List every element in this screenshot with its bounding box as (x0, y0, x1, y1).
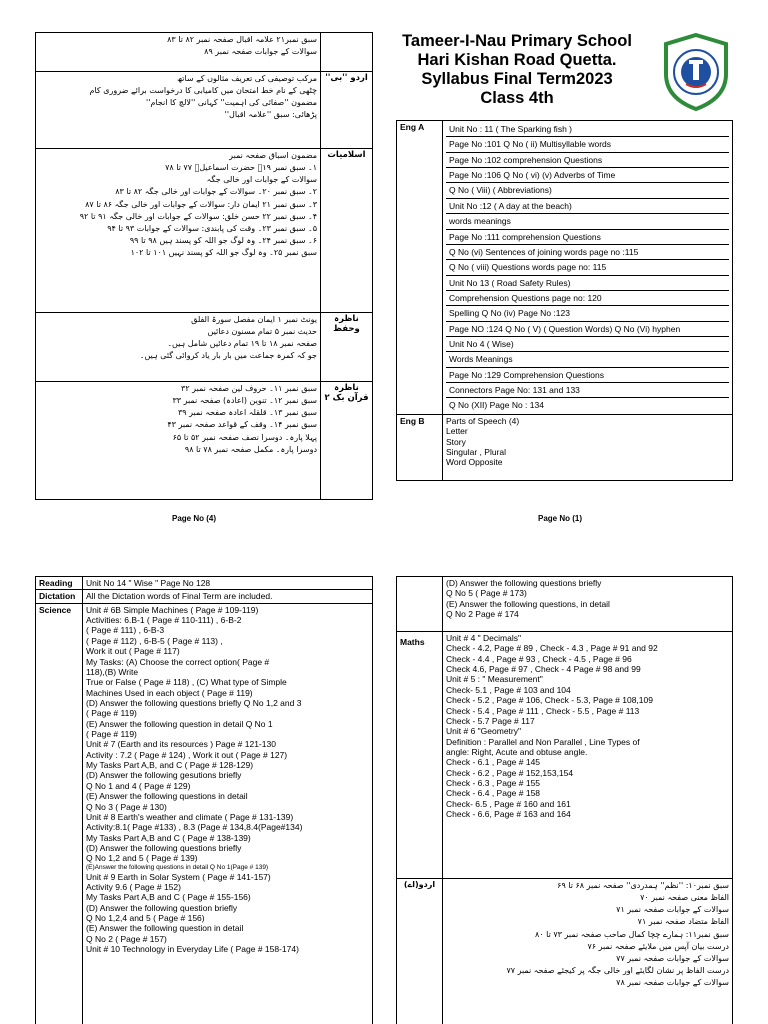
urdu-line: ۲۔ سبق نمبر ۲۰۔ سوالات کے جوابات اور خالی جگہ ۸۲ تا ۸۳ (115, 187, 317, 197)
syllabus-line: Page No :106 Q No ( vi) (v) Adverbs of Time (446, 168, 729, 183)
syllabus-line: Check- 6.5 , Page # 160 and 161 (446, 798, 571, 809)
syllabus-line: My Tasks Part A,B and C ( Page # 155-156) (86, 892, 251, 903)
syllabus-line: Check - 5.4 , Page # 111 , Check - 5.5 , Page # 113 (446, 705, 640, 716)
page-1-table (396, 120, 733, 481)
syllabus-line: Check - 6.2 , Page # 152,153,154 (446, 767, 574, 778)
syllabus-line: Page No :102 comprehension Questions (446, 153, 729, 168)
syllabus-line: Activities: 6.B-1 ( Page # 110-111) , 6-B-2 (86, 615, 242, 626)
islamiat-content (36, 149, 321, 313)
syllabus-line: Unit No : 11 ( The Sparking fish ) (446, 122, 729, 137)
urdu-line: چٹھی کے نام خط امتحان میں کامیابی کا درخواست برائے ضروری کام (89, 86, 317, 96)
syllabus-line: Q No ( viii) Questions words page no: 115 (446, 260, 729, 275)
urdu-line: سبق نمبر۱۱: ہمارے چچا کمال صاحب صفحہ نمبر ۷۳ تا ۸۰ (535, 929, 729, 939)
dictation-row (36, 590, 373, 603)
syllabus-line: Connectors Page No: 131 and 133 (446, 383, 729, 398)
syllabus-line: Unit No :12 ( A day at the beach) (446, 199, 729, 214)
syllabus-line: words meanings (446, 214, 729, 229)
syllabus-line: Check - 6.3 , Page # 155 (446, 778, 541, 789)
syllabus-line: Unit # 6B Simple Machines ( Page # 109-119) (86, 604, 259, 615)
syllabus-line: (E) Answer the following question in detail (86, 923, 244, 934)
syllabus-line: Page No :129 Comprehension Questions (446, 368, 729, 383)
syllabus-line: Spelling Q No (iv) Page No :123 (446, 306, 729, 321)
urdu-line: الفاظ متضاد صفحہ نمبر ۷۱ (637, 917, 729, 927)
continued-row (397, 577, 733, 632)
urdu-line: مرکب توصیفی کی تعریف مثالوں کے ساتھ (177, 74, 317, 83)
syllabus-line: Page No :111 comprehension Questions (446, 230, 729, 245)
syllabus-line: ( Page # 119) (86, 708, 137, 719)
page-header (392, 32, 732, 122)
syllabus-line: (D) Answer the following questions briefly (446, 578, 602, 588)
urdu-line: سبق نمبر ۲۵۔ وہ لوگ جو اللہ کو پسند نہیں ۱۰۱ تا ۱۰۲ (130, 248, 317, 258)
syllabus-line: Unit # 7 (Earth and its resources ) Page # 121-130 (86, 739, 276, 750)
urdu-line: سبق نمبر۱۰: ''نظم'' ہمدردی'' صفحہ نمبر ۶۸ تا ۶۹ (557, 881, 729, 890)
urdu-line: سبق نمبر۲۱ علامہ اقبال صفحہ نمبر ۸۲ تا ۸۳ (167, 35, 317, 44)
syllabus-line: Check - 6.4 , Page # 158 (446, 788, 541, 799)
urdu-line: حدیث نمبر ۵ تمام مسنون دعائیں (207, 327, 317, 337)
syllabus-line: Q No (vi) Sentences of joining words page no :115 (446, 245, 729, 260)
urdu-line: ۳۔ سبق نمبر ۲۱ ایمان دار: سوالات کے جوابات اور خالی جگہ ۸۶ تا ۸۷ (85, 199, 317, 209)
urdu-line: سبق نمبر ۱۱۔ حروف لین صفحہ نمبر ۳۲ (181, 384, 317, 393)
syllabus-line: (D) Answer the following questions briefly Q No 1,2 and 3 (86, 697, 302, 708)
urdu-line: جو کہ کمرہ جماعت میں بار بار یاد کروائی گئی ہیں۔ (139, 351, 317, 361)
top-content (36, 33, 321, 72)
syllabus-line: (E) Answer the following question in detail Q No 1 (86, 718, 273, 729)
nazra-row (36, 313, 373, 382)
syllabus-line: (E) Answer the following questions, in detail (446, 598, 610, 609)
syllabus-line: Check - 5.7 Page # 117 (446, 715, 535, 726)
urdu-line: سوالات کے جوابات صفحہ نمبر ۸۹ (204, 47, 317, 57)
syllabus-line: Unit No 4 ( Wise) (446, 337, 729, 352)
urdu-line: سبق نمبر ۱۳۔ قلقلہ اعادہ صفحہ نمبر ۳۹ (177, 408, 317, 418)
syllabus-line: (D) Answer the following gesutions briefly (86, 770, 242, 781)
school-logo (660, 32, 732, 112)
urdu-line: سوالات کے جوابات صفحہ نمبر ۷۱ (616, 905, 729, 915)
subject-label: ناظرہ قرآن بک ۲ (321, 382, 373, 500)
school-title: Tameer-I-Nau Primary School (402, 32, 632, 50)
syllabus-line: Q No 1 and 4 ( Page # 129) (86, 780, 191, 791)
dictation-content: All the Dictation words of Final Term are included. (83, 590, 373, 603)
syllabus-line: Machines Used in each object ( Page # 119) (86, 687, 253, 698)
urdu-line: مضمون اسباق صفحہ نمبر (229, 151, 317, 160)
urdu-line: سبق نمبر ۱۴۔ وقف کے قواعد صفحہ نمبر ۴۳ (167, 420, 317, 430)
subject-label: Science (36, 603, 83, 1024)
syllabus-line: Check 4.6, Page # 97 , Check - 4 Page # 98 and 99 (446, 664, 641, 675)
maths-table (396, 576, 733, 1024)
syllabus-line: (E)Answer the following questions in detail Q No 1(Page # 139) (86, 863, 269, 871)
syllabus-line: (D) Answer the following question briefly (86, 902, 238, 913)
reading-row (36, 577, 373, 590)
syllabus-title: Syllabus Final Term2023 (421, 69, 613, 88)
syllabus-line: Unit # 4 " Decimals" (446, 633, 522, 643)
urdu-line: سوالات کے جوابات صفحہ نمبر ۷۷ (616, 953, 729, 963)
syllabus-line: Q No 5 ( Page # 173) (446, 588, 527, 599)
syllabus-line: Q No 3 ( Page # 130) (86, 801, 167, 812)
syllabus-line: Words Meanings (446, 352, 729, 367)
reading-content: Unit No 14 " Wise " Page No 128 (83, 577, 373, 590)
syllabus-line: Unit # 8 Earth's weather and climate ( Page # 131-139) (86, 811, 294, 822)
urdu-b-row (36, 72, 373, 149)
urdu-line: سوالات کے جوابات صفحہ نمبر ۷۸ (616, 978, 729, 988)
page-number-1: Page No (1) (538, 514, 583, 523)
subject-label: Reading (36, 577, 83, 590)
eng-a-content (443, 121, 733, 415)
syllabus-line: Check - 4.4 , Page # 93 , Check - 4.5 , Page # 96 (446, 653, 632, 664)
subject-label: اردو ''بی'' (321, 72, 373, 149)
syllabus-line: 118),(B) Write (86, 666, 139, 677)
page-bottom-left (35, 576, 373, 1024)
syllabus-line: Activity:8.1( Page #133) , 8.3 (Page # 134,8.4(Page#134) (86, 822, 303, 833)
syllabus-line: Page NO :124 Q No ( V) ( Question Words) Q No (Vi) hyphen (446, 322, 729, 337)
subject-label: اردو(اے) (397, 879, 443, 1024)
syllabus-line: Check- 5.1 , Page # 103 and 104 (446, 684, 571, 695)
syllabus-line: My Tasks Part A,B, and C ( Page # 128-129) (86, 760, 254, 771)
islamiat-row (36, 149, 373, 313)
urdu-line: ۴۔ سبق نمبر ۲۲ حسن خلق: سوالات کے جوابات اور خالی جگہ ۹۱ تا ۹۲ (79, 211, 317, 221)
subject-label: اسلامیات (321, 149, 373, 313)
syllabus-line: Unit # 5 : " Measurement" (446, 674, 543, 685)
urdu-a-content (443, 879, 733, 1024)
syllabus-line: angle: Right, Acute and obtuse angle. (446, 746, 588, 757)
urdu-line: صفحہ نمبر ۱۸ تا ۱۹ تمام دعائیں شامل ہیں۔ (167, 339, 317, 349)
quran-content (36, 382, 321, 500)
subject-label: Eng A (397, 121, 443, 415)
urdu-line: پہلا پارہ۔ دوسرا نصف صفحہ نمبر ۵۲ تا ۶۵ (172, 432, 317, 442)
syllabus-line: ( Page # 119) (86, 729, 137, 740)
nazra-content (36, 313, 321, 382)
eng-b-content (443, 414, 733, 480)
school-name (392, 32, 642, 108)
urdu-line: سوالات کے جوابات اور خالی جگہ (206, 175, 317, 185)
syllabus-line: Story (446, 436, 466, 447)
urdu-line: سبق نمبر ۱۲۔ تنوین (اعادہ) صفحہ نمبر ۳۳ (172, 396, 317, 406)
syllabus-line: Q No (XII) Page No : 134 (449, 400, 544, 411)
maths-content (443, 632, 733, 879)
syllabus-line: Check - 4.2, Page # 89 , Check - 4.3 , Page # 91 and 92 (446, 643, 658, 654)
syllabus-line: Work it out ( Page # 117) (86, 646, 180, 657)
urdu-line: یونٹ نمبر ۱ ایمان مفصل سورۃ الفلق (191, 315, 317, 324)
urdu-line: ۱۔ سبق نمبر ۱۹۔ حضرت اسماعیلؑ ۷۷ تا ۷۸ (165, 163, 317, 173)
school-address: Hari Kishan Road Quetta. (417, 50, 617, 69)
page-number-4: Page No (4) (172, 514, 217, 523)
urdu-line: الفاظ معنی صفحہ نمبر ۷۰ (640, 893, 729, 903)
page-1 (396, 120, 733, 481)
page-4-table (35, 32, 373, 500)
syllabus-line: Word Opposite (446, 457, 503, 468)
syllabus-line: Definition : Parallel and Non Parallel , Line Types of (446, 736, 640, 747)
urdu-a-row (397, 879, 733, 1024)
empty-subject-cell (321, 33, 373, 72)
syllabus-line: My Tasks Part A,B and C ( Page # 138-139) (86, 832, 251, 843)
syllabus-line: True or False ( Page # 118) , (C) What type of Simple (86, 677, 287, 688)
page-bottom-right (396, 576, 733, 1024)
syllabus-line: ( Page # 111) , 6-B-3 (86, 625, 165, 636)
top-row (36, 33, 373, 72)
quran-row (36, 382, 373, 500)
science-table (35, 576, 373, 1024)
syllabus-line: Check - 6.6, Page # 163 and 164 (446, 809, 571, 820)
syllabus-line: (D) Answer the following questions briefly (86, 842, 242, 853)
urdu-line: ۶۔ سبق نمبر ۲۴۔ وہ لوگ جو اللہ کو پسند ہیں ۹۸ تا ۹۹ (129, 236, 317, 246)
syllabus-line: (E) Answer the following questions in detail (86, 791, 248, 802)
syllabus-line: Unit # 9 Earth in Solar System ( Page # 141-157) (86, 871, 271, 882)
syllabus-line: Comprehension Questions page no: 120 (446, 291, 729, 306)
syllabus-line: Q No 1,2,4 and 5 ( Page # 156) (86, 913, 205, 924)
syllabus-line: Q No ( Viii) ( Abbreviations) (446, 183, 729, 198)
urdu-line: ۵۔ سبق نمبر ۲۳۔ وقت کی پابندی: سوالات کے جوابات ۹۳ تا ۹۴ (107, 223, 317, 233)
maths-row (397, 632, 733, 879)
syllabus-line: Check - 6.1 , Page # 145 (446, 757, 541, 768)
syllabus-line: Singular , Plural (446, 446, 507, 457)
syllabus-line: Q No 2 Page # 174 (446, 609, 519, 620)
syllabus-line: Parts of Speech (4) (446, 415, 520, 426)
syllabus-line: Check - 5.2 , Page # 106, Check - 5.3, Page # 108,109 (446, 695, 653, 706)
syllabus-line: ( Page # 112) , 6-B-5 ( Page # 113) , (86, 635, 223, 646)
urdu-b-content (36, 72, 321, 149)
urdu-line: دوسرا پارہ۔ مکمل صفحہ نمبر ۷۸ تا ۹۸ (184, 444, 317, 454)
urdu-line: مضمون ''صفائی کی اہمیت'' کہانی ''لالچ کا انجام'' (146, 98, 317, 108)
class-title: Class 4th (480, 88, 554, 107)
syllabus-line: My Tasks: (A) Choose the correct option( Page # (86, 656, 270, 667)
subject-label: ناظرہ وحفظ (321, 313, 373, 382)
science-content (83, 603, 373, 1024)
urdu-line: درست الفاظ پر نشان لگایئے اور خالی جگہ پر کیجئے صفحہ نمبر ۷۷ (506, 966, 729, 976)
syllabus-line: Unit No 13 ( Road Safety Rules) (446, 276, 729, 291)
science-row (36, 603, 373, 1024)
syllabus-line: Page No :101 Q No ( ii) Multisyllable words (446, 137, 729, 152)
syllabus-line: Unit # 10 Technology in Everyday Life ( Page # 158-174) (86, 944, 299, 955)
empty-subject-cell (397, 577, 443, 632)
syllabus-line: Activity 9.6 ( Page # 152) (86, 881, 181, 892)
eng-a-row (397, 121, 733, 415)
subject-label: Eng B (397, 414, 443, 480)
page-4 (35, 32, 373, 500)
continued-content (443, 577, 733, 632)
syllabus-line: Unit # 6 "Geometry" (446, 726, 522, 737)
eng-b-row (397, 414, 733, 480)
subject-label: Maths (397, 632, 443, 879)
syllabus-line: Activity : 7.2 ( Page # 124) , Work it out ( Page # 127) (86, 749, 288, 760)
urdu-line: پڑھائی: سبق ''علامہ اقبال'' (224, 110, 317, 120)
urdu-line: درست بیان آپس میں ملایئے صفحہ نمبر ۷۶ (587, 941, 729, 951)
subject-label: Dictation (36, 590, 83, 603)
syllabus-line: Letter (446, 426, 468, 437)
syllabus-line: Q No 1,2 and 5 ( Page # 139) (86, 853, 198, 864)
syllabus-line: Q No 2 ( Page # 157) (86, 933, 167, 944)
